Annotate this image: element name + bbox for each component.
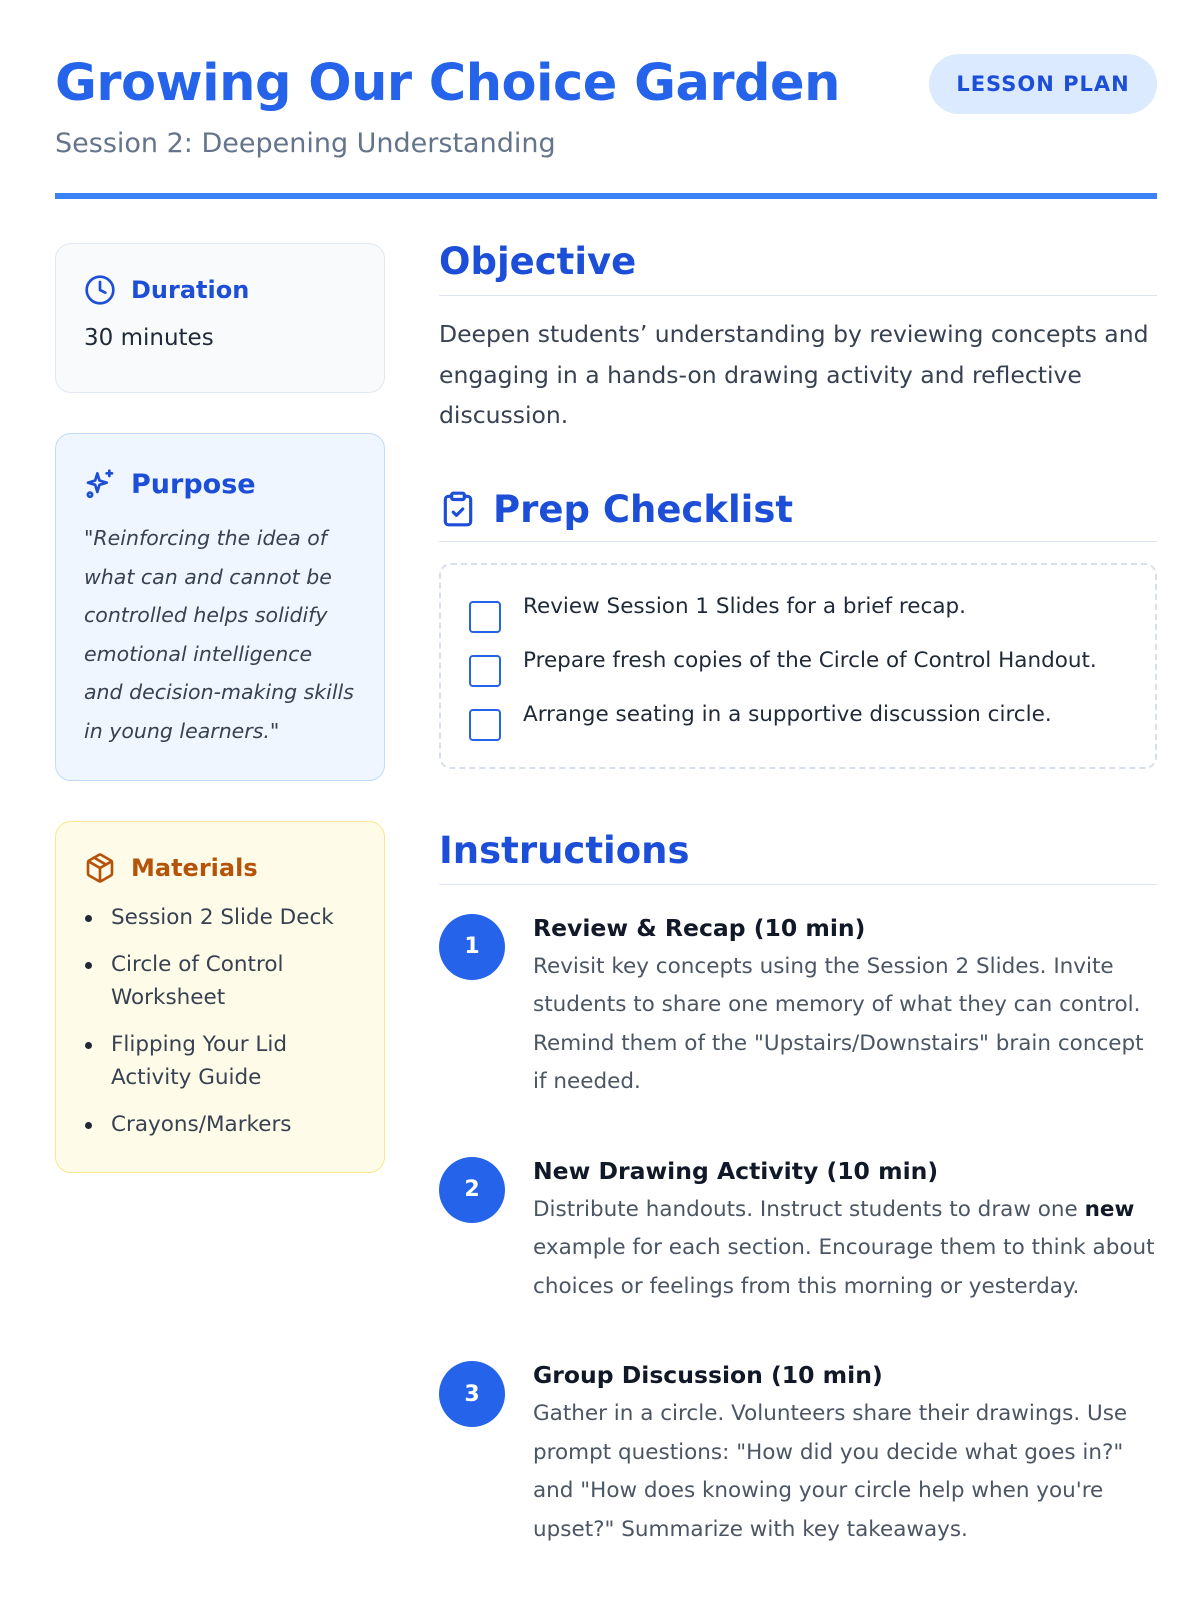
purpose-label: Purpose xyxy=(131,468,256,500)
instructions-divider xyxy=(439,884,1157,885)
duration-value: 30 minutes xyxy=(84,325,214,351)
objective-divider xyxy=(439,295,1157,296)
page-header xyxy=(55,50,1157,202)
instruction-step xyxy=(439,912,1157,1102)
step-title: Review & Recap (10 min) xyxy=(533,913,866,942)
header-divider xyxy=(55,193,1157,199)
checklist-item-text: Arrange seating in a supportive discussion circle. xyxy=(523,701,1052,727)
package-icon xyxy=(84,852,116,884)
lesson-plan-badge: LESSON PLAN xyxy=(929,54,1157,114)
step-text: Distribute handouts. Instruct students to draw one xyxy=(533,1196,1085,1222)
checklist-box xyxy=(439,563,1157,769)
materials-heading xyxy=(84,852,356,884)
clock-icon xyxy=(84,274,116,306)
materials-item: Crayons/Markers xyxy=(84,1108,356,1142)
materials-item: Circle of Control Worksheet xyxy=(84,948,356,1015)
checklist-heading xyxy=(439,488,1157,531)
materials-card xyxy=(55,821,385,1173)
instructions-heading: Instructions xyxy=(439,828,690,872)
step-text: example for each section. Encourage them to think about choices or feelings from this morning or yesterday. xyxy=(533,1235,1155,1299)
checklist-item xyxy=(469,589,1129,643)
step-description: Gather in a circle. Volunteers share their drawings. Use prompt questions: "How did you decide what goes in?" and "How does knowing your circle help when you're upset?" Summarize with key takeaways. xyxy=(533,1401,1128,1542)
step-number: 1 xyxy=(439,914,505,980)
purpose-heading xyxy=(84,468,356,500)
duration-card xyxy=(55,243,385,393)
checkbox[interactable] xyxy=(469,601,501,633)
step-title: Group Discussion (10 min) xyxy=(533,1361,883,1389)
purpose-quote: "Reinforcing the idea of what can and cannot be controlled helps solidify emotional intelligence and decision-making skills in young learners." xyxy=(84,526,354,743)
duration-heading xyxy=(84,274,356,306)
sparkles-icon xyxy=(84,468,116,500)
page-title: Growing Our Choice Garden xyxy=(55,54,840,113)
checklist-item-text: Prepare fresh copies of the Circle of Control Handout. xyxy=(523,647,1097,673)
step-number: 2 xyxy=(439,1157,505,1223)
checklist-title: Prep Checklist xyxy=(493,487,794,531)
main-content xyxy=(439,240,1157,1549)
checkbox[interactable] xyxy=(469,655,501,687)
materials-label: Materials xyxy=(131,854,258,882)
checkbox[interactable] xyxy=(469,709,501,741)
objective-heading: Objective xyxy=(439,240,637,283)
step-title: New Drawing Activity (10 min) xyxy=(533,1156,939,1185)
clipboard-check-icon xyxy=(439,490,477,528)
step-number: 3 xyxy=(439,1361,505,1427)
instruction-step xyxy=(439,1155,1157,1307)
step-description: Revisit key concepts using the Session 2 Slides. Invite students to share one memory of what they can control. Remind them of the "Upstairs/Downstairs" brain concept if needed. xyxy=(533,953,1144,1094)
duration-label: Duration xyxy=(131,276,250,304)
checklist-item xyxy=(469,697,1129,751)
checklist-divider xyxy=(439,541,1157,542)
checklist-item-text: Review Session 1 Slides for a brief recap. xyxy=(523,593,966,619)
materials-item: Session 2 Slide Deck xyxy=(84,901,356,935)
step-emphasis: new xyxy=(1084,1196,1135,1222)
step-description xyxy=(533,1191,1157,1307)
checklist-item xyxy=(469,643,1129,697)
purpose-card xyxy=(55,433,385,781)
page-subtitle: Session 2: Deepening Understanding xyxy=(55,128,556,159)
instruction-step xyxy=(439,1359,1157,1549)
materials-list xyxy=(84,901,356,1141)
materials-item: Flipping Your Lid Activity Guide xyxy=(84,1028,356,1095)
objective-text: Deepen students’ understanding by reviewing concepts and engaging in a hands-on drawing activity and reflective discussion. xyxy=(439,320,1149,429)
